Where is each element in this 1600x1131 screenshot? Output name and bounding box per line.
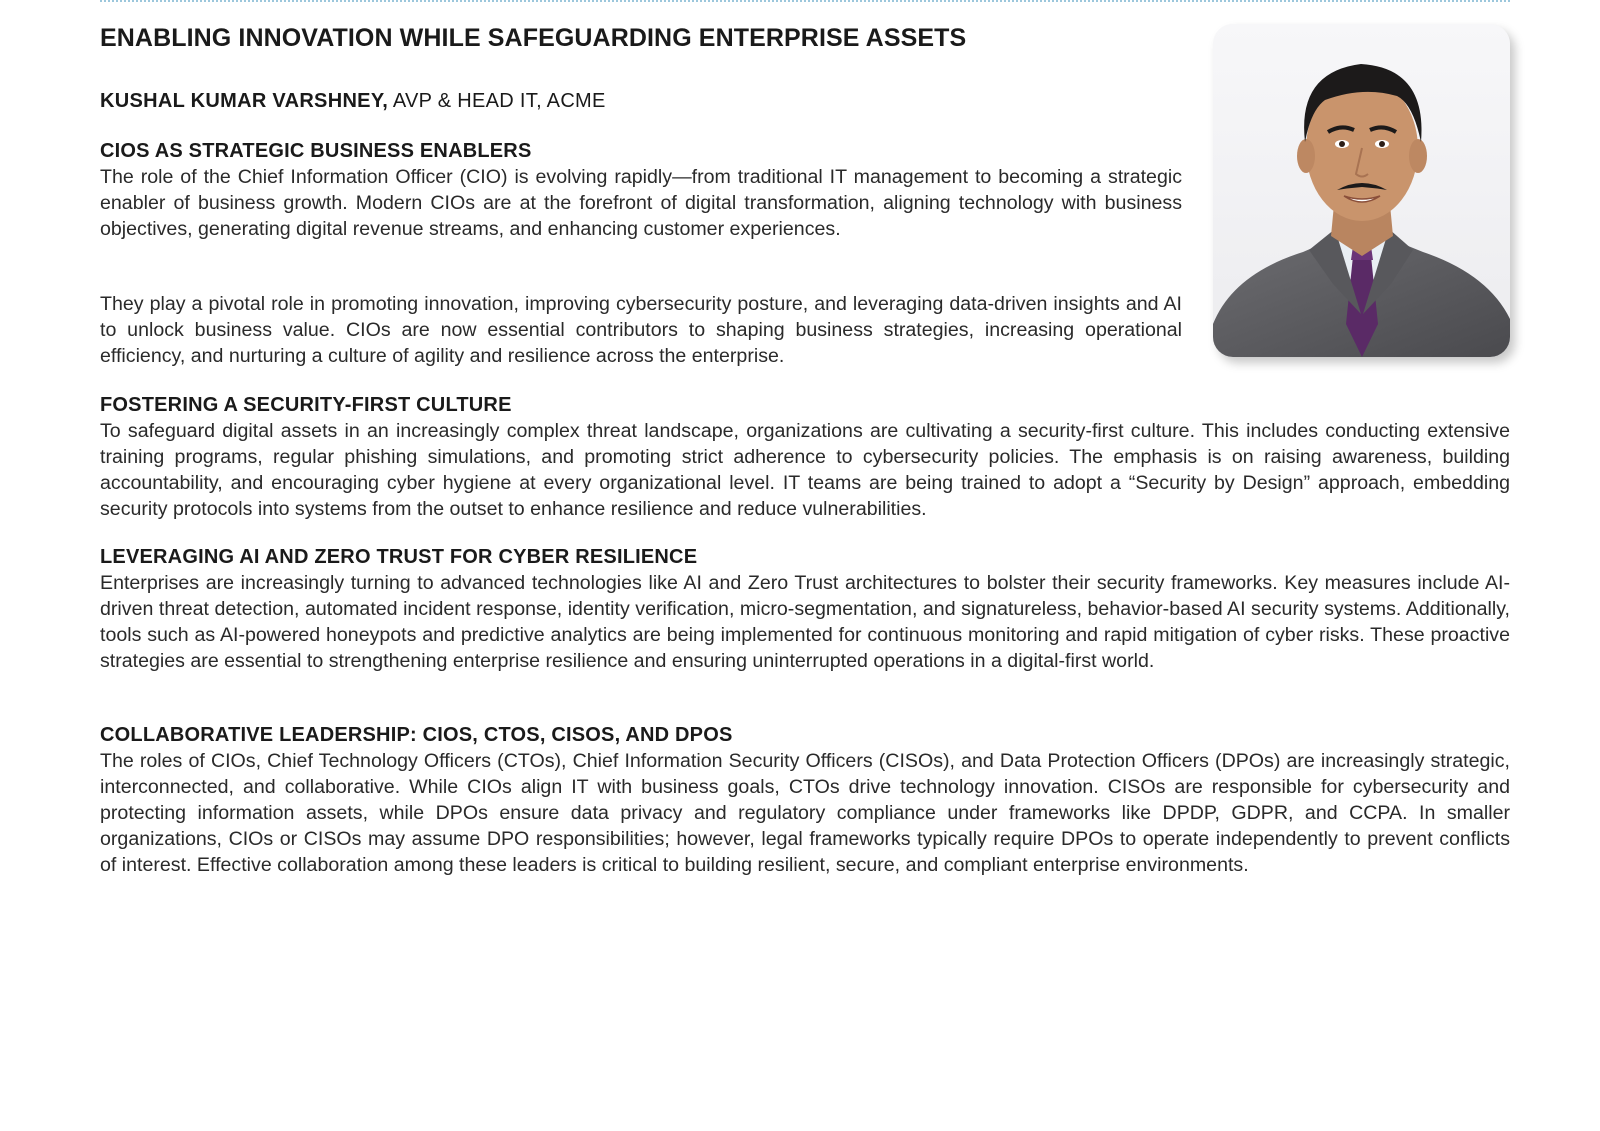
paragraph-cio-pivotal: They play a pivotal role in promoting innovation, improving cybersecurity posture, and leveraging data-driven insights and AI to unlock business value. CIOs are now essential contributors to shaping business strategies, increasing operational efficiency, and nurturing a culture of agility and resilience across the enterprise. [100, 293, 1182, 367]
author-role: AVP & HEAD IT, ACME [388, 90, 606, 112]
paragraph-collaborative-leadership: The roles of CIOs, Chief Technology Officers (CTOs), Chief Information Security Officers (CISOs), and Data Protection Officers (DPOs) are increasingly strategic, interconnected, and collaborative. While CIOs align IT with business goals, CTOs drive technology innovation. CISOs are responsible for cybersecurity and protecting information assets, while DPOs ensure data privacy and regulatory compliance under frameworks like DPDP, GDPR, and CCPA. In smaller organizations, CIOs or CISOs may assume DPO responsibilities; however, legal frameworks typically require DPOs to operate independently to prevent conflicts of interest. Effective collaboration among these leaders is critical to building resilient, secure, and compliant enterprise environments. [100, 750, 1510, 876]
author-byline [100, 90, 606, 113]
section-heading-collaborative-leadership: COLLABORATIVE LEADERSHIP: CIOS, CTOS, CISOS, AND DPOS [100, 724, 733, 746]
author-name: KUSHAL KUMAR VARSHNEY, [100, 90, 389, 112]
top-dotted-rule [100, 0, 1510, 2]
section-heading-security-culture: FOSTERING A SECURITY-FIRST CULTURE [100, 394, 512, 416]
section-heading-cio-enablers: CIOS AS STRATEGIC BUSINESS ENABLERS [100, 140, 532, 162]
paragraph-cio-role: The role of the Chief Information Officer (CIO) is evolving rapidly—from traditional IT management to becoming a strategic enabler of business growth. Modern CIOs are at the forefront of digital transformation, aligning technology with business objectives, generating digital revenue streams, and enhancing customer experiences. [100, 166, 1182, 240]
paragraph-security-culture: To safeguard digital assets in an increasingly complex threat landscape, organizations are cultivating a security-first culture. This includes conducting extensive training programs, regular phishing simulations, and promoting strict adherence to cybersecurity policies. The emphasis is on raising awareness, building accountability, and encouraging cyber hygiene at every organizational level. IT teams are being trained to adopt a “Security by Design” approach, embedding security protocols into systems from the outset to enhance resilience and reduce vulnerabilities. [100, 420, 1510, 520]
author-photo [1213, 24, 1510, 357]
paragraph-ai-zero-trust: Enterprises are increasingly turning to advanced technologies like AI and Zero Trust architectures to bolster their security frameworks. Key measures include AI-driven threat detection, automated incident response, identity verification, micro-segmentation, and signatureless, behavior-based AI security systems. Additionally, tools such as AI-powered honeypots and predictive analytics are being implemented for continuous monitoring and rapid mitigation of cyber risks. These proactive strategies are essential to strengthening enterprise resilience and ensuring uninterrupted operations in a digital-first world. [100, 572, 1510, 672]
page-title: ENABLING INNOVATION WHILE SAFEGUARDING ENTERPRISE ASSETS [100, 24, 967, 52]
section-heading-ai-zero-trust: LEVERAGING AI AND ZERO TRUST FOR CYBER RESILIENCE [100, 546, 698, 568]
